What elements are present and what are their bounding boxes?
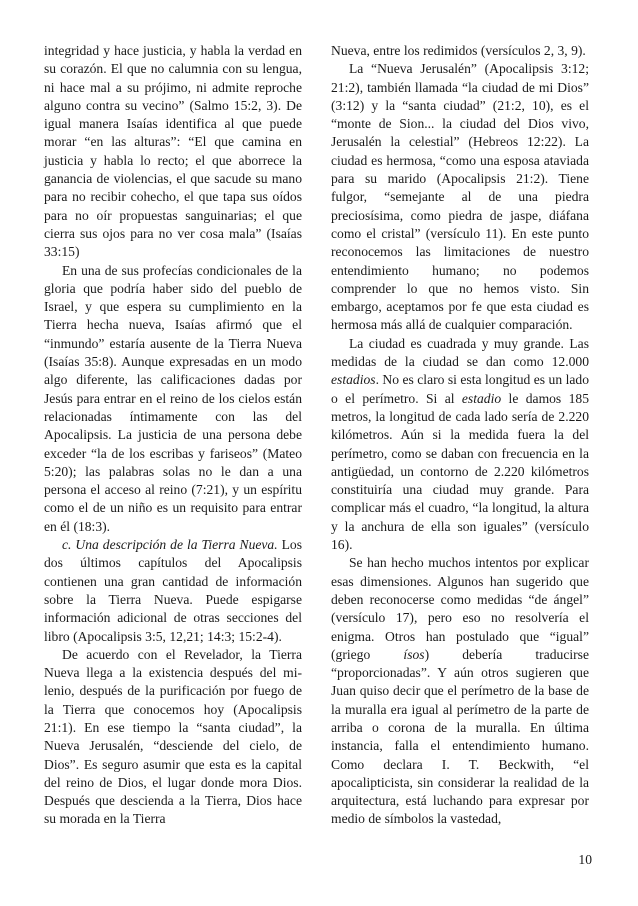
left-column [44, 42, 302, 829]
left-paragraph-2: En una de sus profecías condicionales de la gloria que podría haber sido del pueblo de Israel, y que espera su cumplimiento en la Tierra hecha nueva, Isaías afirmó que el “inmundo” estaría ausente de la Tierra Nueva (Isaías 35:8). Aunque expresadas en un modo algo diferente, las calificaciones dadas por Jesús para entrar en el reino de los cielos están relacionadas íntimamente con las del Apocalipsis. La justicia de una persona debe exceder “la de los escribas y fariseos” (Mateo 5:20); las palabras solas no le dan a una persona el acceso al reino (7:21), y un espíritu como el de un niño es un requisito para entrar en él (18:3). [44, 262, 302, 534]
right-paragraph-3 [331, 335, 589, 555]
right-paragraph-4-part-a: Se han hecho muchos intentos por explicar esas dimensiones. Algunos han sugerido que deben reconocerse como medidas “de ángel” (versículo 17), pero eso no resolvería el enigma. Otros han postulado que “igual” (griego [331, 555, 589, 662]
right-paragraph-4-part-b: ) debería traducirse “proporcionadas”. Y aún otros sugieren que Juan quiso decir que el perímetro de la base de la muralla era igual al perímetro de la parte de arriba o corona de la muralla. En última instancia, falla el entendimiento humano. Como declara I. T. Beckwith, “el apocalipticista, sin considerar la realidad de la arquitectura, está luchando para expresar por medio de símbolos la vastedad, [331, 646, 590, 827]
right-column [331, 42, 589, 829]
term-estadio: estadio [461, 390, 502, 406]
left-paragraph-1: integridad y hace justicia, y habla la verdad en su corazón. El que no calumnia con su lengua, ni hace mal a su prójimo, ni admite reproche alguno contra su vecino” (Salmo 15:2, 3). De igual manera Isaías identifica al que puede morar “en las alturas”: “El que camina en justicia y habla lo recto; el que aborrece la ganancia de violencias, el que sacude su mano para no recibir cohecho, el que tapa sus oídos para no oír propuestas sanguinarias; el que cierra sus ojos para no ver cosa mala” (Isaías 33:15) [44, 43, 302, 260]
right-paragraph-1: Nueva, entre los redimidos (versículos 2, 3, 9). [331, 43, 586, 58]
right-paragraph-4 [331, 554, 589, 828]
left-paragraph-4: De acuerdo con el Revelador, la Tierra Nueva llega a la existencia después del milenio, después de la purificación por fuego de la Tierra que conocemos hoy (Apocalipsis 21:1). En ese tiempo la “santa ciudad”, la Nueva Jerusalén, “desciende del cielo, de Dios”. Es seguro asumir que esta es la capital del reino de Dios, el lugar donde mora Dios. Después que descienda a la Tierra, Dios hace su morada en la Tierra [44, 646, 302, 827]
right-paragraph-2: La “Nueva Jerusalén” (Apocalipsis 3:12; 21:2), también llamada “la ciudad de mi Dios” (3:12) y la “santa ciudad” (21:2, 10), es el “monte de Sion... la ciudad del Dios vivo, Jerusalén la celestial” (Hebreos 12:22). La ciudad es hermosa, “como una esposa ataviada para su marido (Apocalipsis 21:2). Tiene fulgor, “semejante al de una piedra preciosísima, como piedra de jaspe, diáfana como el cristal” (versículo 11). En este punto reconocemos las limitaciones de nuestro entendimiento humano; no podemos comprender lo que no hemos visto. Sin embargo, aceptamos por fe que esta ciudad es hermosa más allá de cualquier comparación. [331, 61, 589, 333]
left-paragraph-3 [44, 536, 302, 646]
right-paragraph-3-part-a: La ciudad es cuadrada y muy grande. Las medidas de la ciudad se dan como 12.000 [331, 335, 589, 370]
term-estadios: estadios [331, 372, 376, 388]
term-isos: ísos [403, 646, 425, 662]
left-paragraph-3-text: Los dos últimos capítulos del Apocalipsis contienen una gran cantidad de información sobre la Tierra Nueva. Puede espigarse información adicional de otras secciones del libro (Apocalipsis 3:5, 12,21; 14:3; 15:2-4). [44, 537, 302, 644]
section-heading-c: c. Una descripción de la Tierra Nueva. [62, 537, 278, 553]
right-paragraph-3-part-b: . No es claro si esta longitud es un lado o el perímetro. Si al [331, 372, 589, 406]
page-number: 10 [578, 852, 592, 867]
right-paragraph-3-part-c: le damos 185 metros, la longitud de cada lado sería de 2.220 kilómetros. Aún si la medida fuera la del perímetro, como se daban con frecuencia en la antigüedad, un contorno de 2.220 kilómetros constituiría una ciudad muy grande. Para complicar más el cuadro, “la longitud, la altura y la anchura de ella son iguales” (versículo 16). [331, 390, 589, 553]
